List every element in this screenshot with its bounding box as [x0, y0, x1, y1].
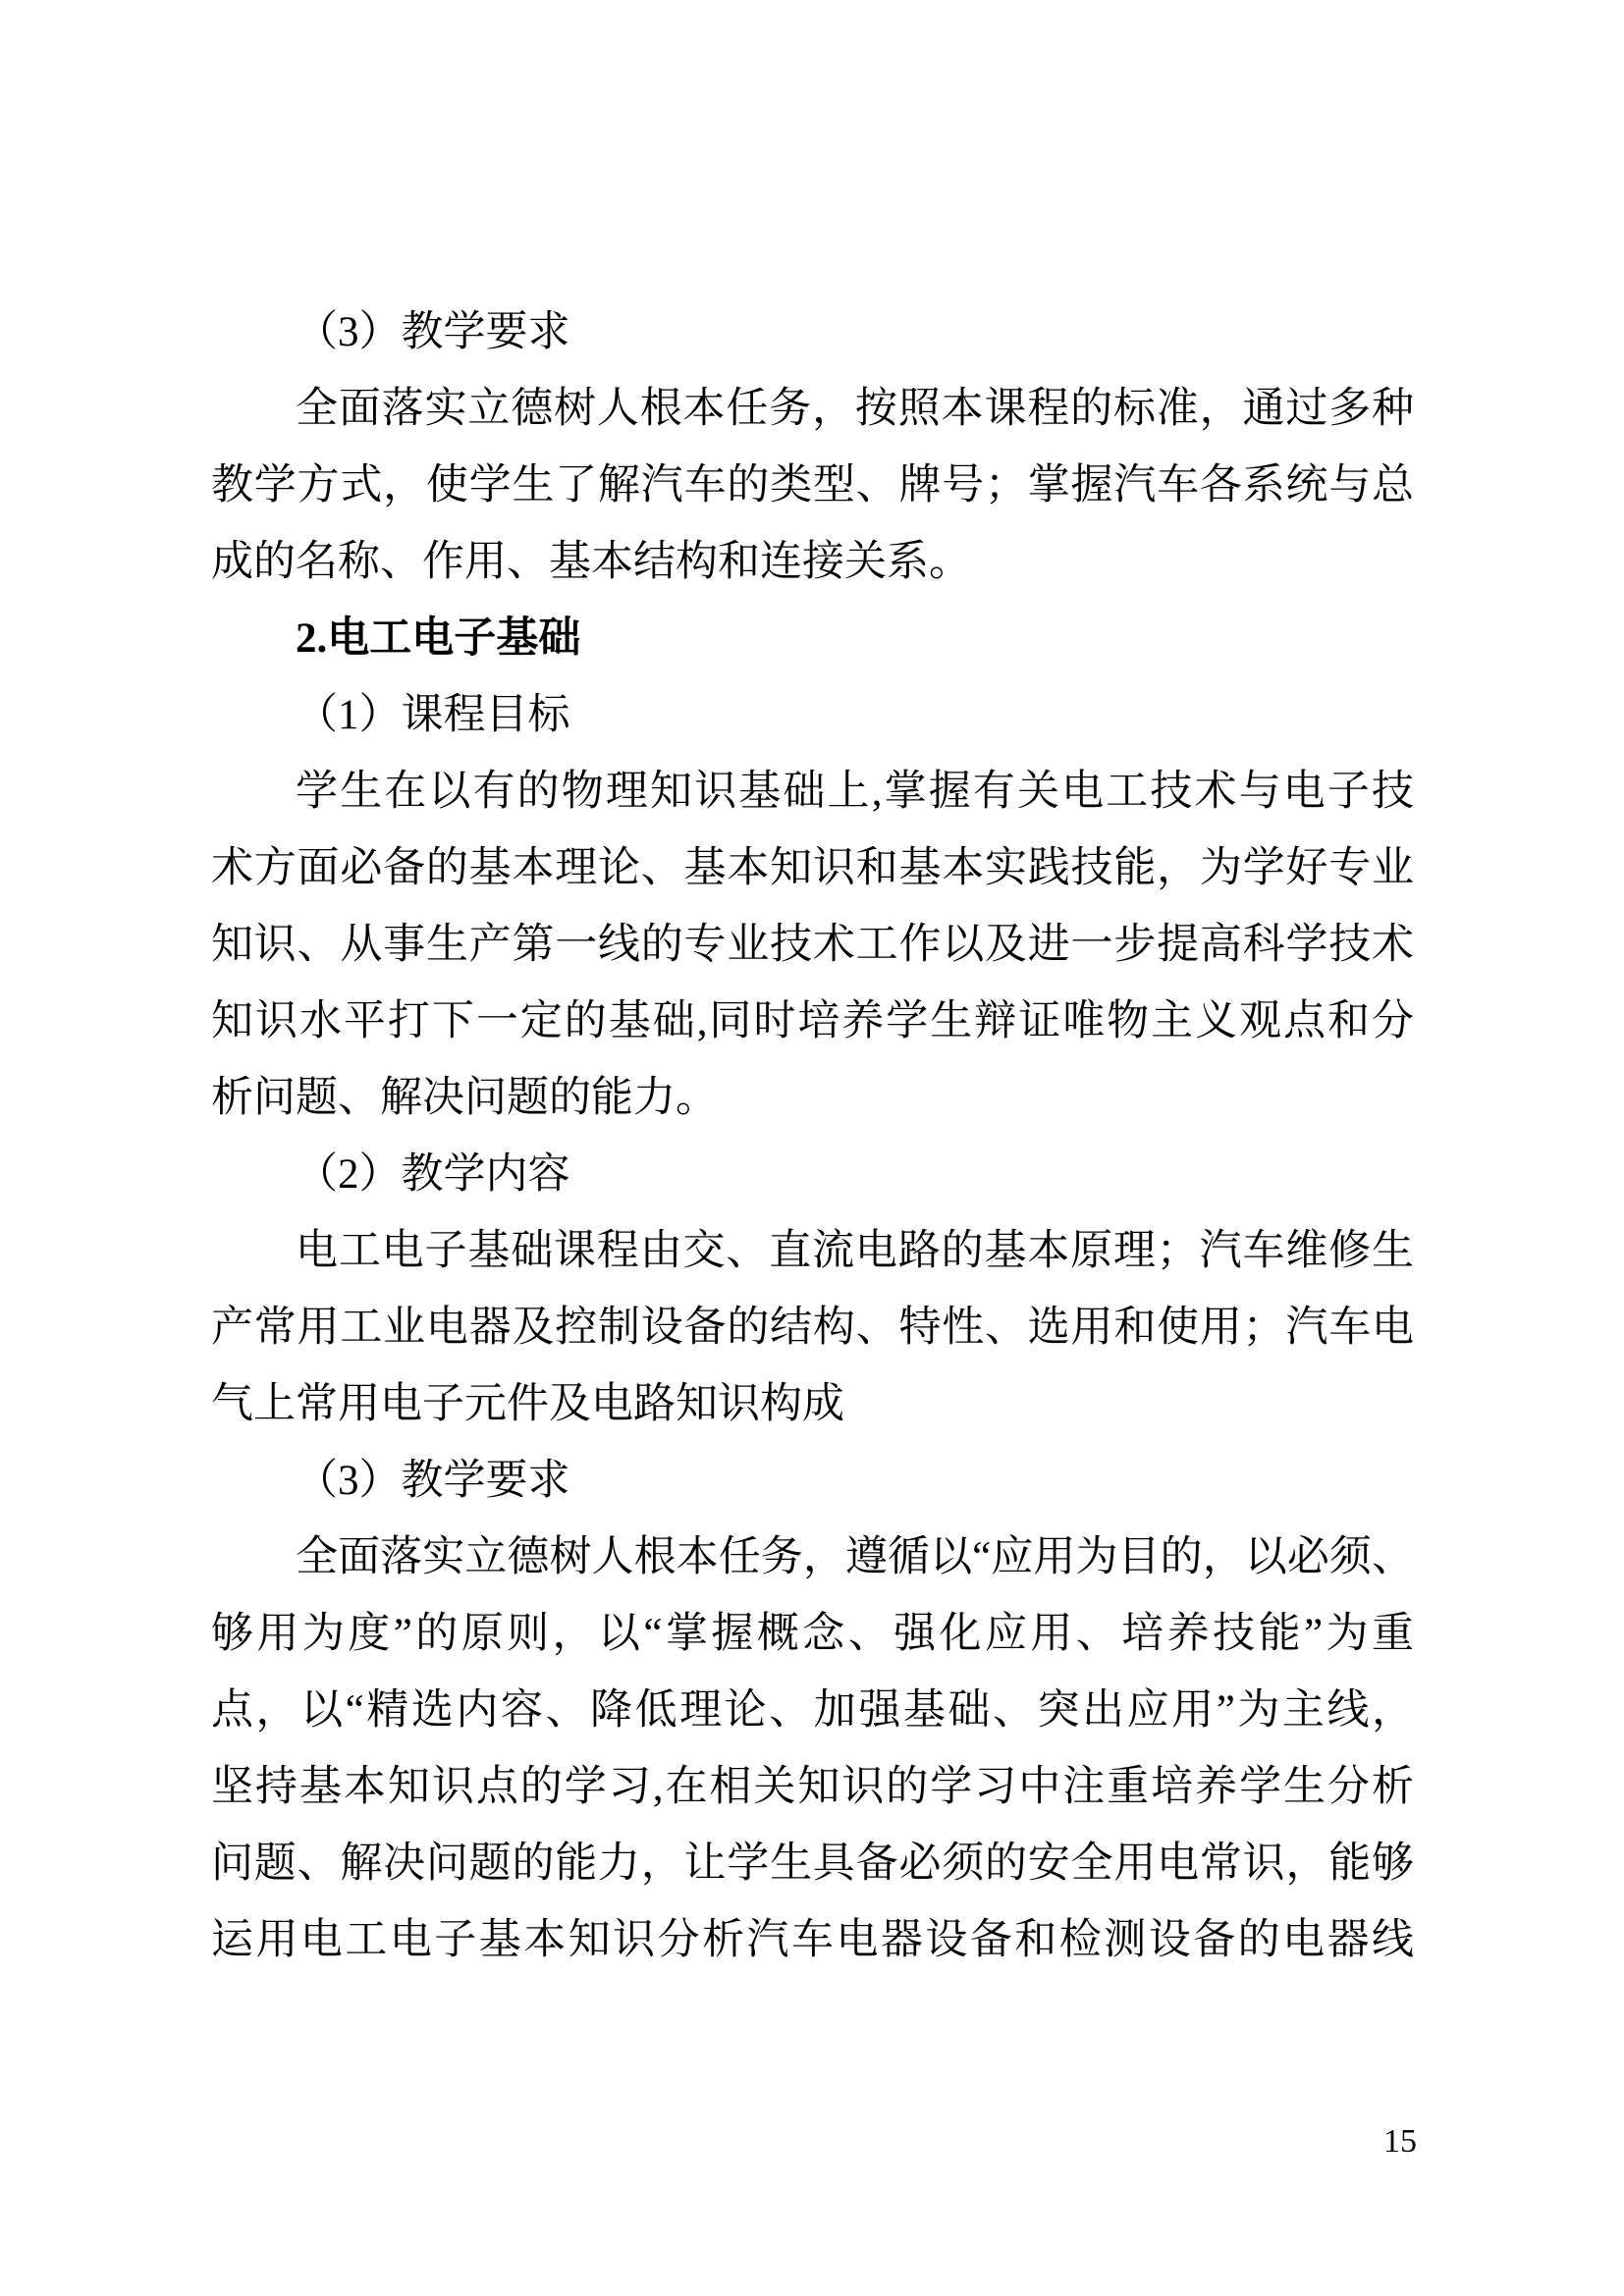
text-line: （1）课程目标 [296, 692, 570, 738]
text-line: 产常用工业电器及控制设备的结构、特性、选用和使用；汽车电 [211, 1305, 1414, 1351]
text-line: （3）教学要求 [296, 1458, 570, 1504]
text-line: 问题、解决问题的能力，让学生具备必须的安全用电常识，能够 [211, 1841, 1414, 1887]
text-line: 析问题、解决问题的能力。 [211, 1075, 718, 1121]
text-line: 气上常用电子元件及电路知识构成 [211, 1381, 844, 1427]
text-line: 运用电工电子基本知识分析汽车电器设备和检测设备的电器线 [211, 1917, 1414, 1963]
text-line: （2）教学内容 [296, 1151, 570, 1198]
section-heading: 2.电工电子基础 [296, 615, 581, 662]
text-line: 点，以“精选内容、降低理论、加强基础、突出应用”为主线， [211, 1687, 1414, 1734]
text-line: 学生在以有的物理知识基础上,掌握有关电工技术与电子技 [296, 769, 1414, 815]
text-line: 知识水平打下一定的基础,同时培养学生辩证唯物主义观点和分 [211, 998, 1414, 1044]
text-line: （3）教学要求 [296, 309, 570, 355]
page-footer [211, 2120, 1417, 2163]
document-text-block [211, 294, 1414, 1979]
text-line: 知识、从事生产第一线的专业技术工作以及进一步提高科学技术 [211, 922, 1414, 968]
text-line: 成的名称、作用、基本结构和连接关系。 [211, 539, 971, 585]
text-line: 够用为度”的原则，以“掌握概念、强化应用、培养技能”为重 [211, 1611, 1414, 1657]
text-line: 教学方式，使学生了解汽车的类型、牌号；掌握汽车各系统与总 [211, 462, 1414, 508]
page-number: 15 [1383, 2123, 1417, 2160]
text-line: 电工电子基础课程由交、直流电路的基本原理；汽车维修生 [296, 1228, 1414, 1274]
text-line: 坚持基本知识点的学习,在相关知识的学习中注重培养学生分析 [211, 1764, 1414, 1810]
text-line: 全面落实立德树人根本任务，按照本课程的标准，通过多种 [296, 386, 1414, 432]
text-line: 全面落实立德树人根本任务，遵循以“应用为目的，以必须、 [296, 1534, 1414, 1580]
text-line: 术方面必备的基本理论、基本知识和基本实践技能，为学好专业 [211, 845, 1414, 891]
